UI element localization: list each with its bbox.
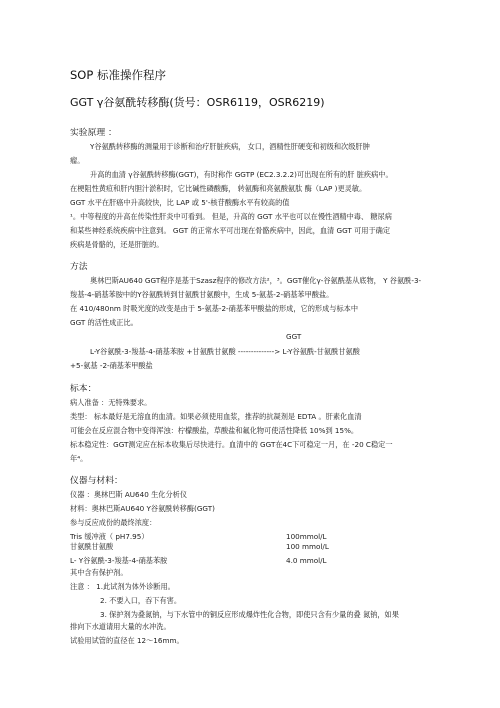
note-line: 注意 ： 1.此试剂为体外诊断用。 [70,582,175,591]
reagent-name: Tris 缓冲液（ pH7.95） [70,532,149,541]
instrument-line: 仪器 ：奥林巴斯 AU640 生化分析仪 [70,490,188,499]
reaction-product: +5-氨基 -2-硝基苯甲酸盐 [70,361,153,370]
method-line: 在 410/480nm 时吸光度的改变是由于 5-氨基-2-硝基苯甲酸盐的形成，它的形成与标本中 [70,304,359,313]
principle-line: Y谷氨酰转移酶的测量用于诊断和治疗肝脏疾病， 女口，酒精性肝硬变和初级和次级肝肿 [90,142,370,151]
method-line: GGT 的活性成正比。 [70,318,138,327]
doc-title: SOP 标准操作程序 [70,68,166,82]
principle-line: 在梗阻性黄疸和肝内胆汁淤积时，它比碱性磷酸酶， 转氨酶和亮氨酸氨肽 酶（LAP )更灵敏。 [70,184,367,193]
specimen-heading: 标本： [70,384,97,394]
note-line: 3. 保护剂为叠氮钠，与下水管中的铜反应形成爆炸性化合物，即使只含有少量的叠 氮钠，如果 [100,610,399,619]
reagent-name: 甘氨酰甘氨酸 [70,542,114,551]
doc-subtitle: GGT γ谷氨酰转移酶(货号：OSR6119，OSR6219) [70,96,325,109]
principle-line: 升高的血清 γ谷氨酰转移酶(GGT)，有时称作 GGTP (EC2.3.2.2)可出现在所有的肝 脏疾病中。 [90,170,393,179]
note-line: 2. 不要入口，吞下有害。 [100,596,182,605]
principle-heading: 实验原理 ： [70,128,117,138]
reagent-name: L- Y谷氨酰-3-羧基-4-硝基苯胺 [70,556,168,565]
instrument-heading: 仪器与材料： [70,476,123,486]
note-line: 排向下水道请用大量的水冲洗。 [70,622,171,631]
principle-line: 和某些神经系统疾病中注意到。 GGT 的正常水平可出现在骨骼疾病中，因此，血清 GGT 可用于确定 [70,226,391,235]
preservative-note: 其中含有保护剂。 [70,568,128,577]
specimen-line: 可能会在反应混合物中变得浑浊：柠檬酸盐，草酸盐和氟化物可使活性降低 10%到 15%。 [70,426,359,435]
specimen-line: 年⁴。 [70,454,88,463]
specimen-line: 标本稳定性：GGT测定应在标本收集后尽快进行。血清中的 GGT在4C下可稳定一月，在 -20 C稳定一 [70,440,393,449]
reaction-equation: L-Y谷氨酰-3-羧基-4-硝基苯胺 +甘氨酰甘氨酸 --------------> L-Y谷氨酰-甘氨酰甘氨酸 [90,347,360,356]
method-heading: 方法 [70,262,88,272]
reagent-conc: 4.0 mmol/L [286,556,327,565]
reagent-conc: 100mmol/L [286,532,327,541]
specimen-line: 类型： 标本最好是无溶血的血清。如果必须使用血浆，推荐的抗凝剂是 EDTA 。肝素化血清 [70,412,362,421]
principle-line: ¹。中等程度的升高在传染性肝炎中可看到。 但是，升高的 GGT 水平也可以在慢性酒精中毒、 糖尿病 [70,212,392,221]
instrument-line: 参与反应成份的最终浓度： [70,518,157,527]
reagent-conc: 100 mmol/L [286,542,329,551]
specimen-line: 病人准备 ：无特殊要求。 [70,398,152,407]
note-line: 试验用试管的直径在 12～16mm。 [70,636,184,645]
instrument-line: 材料：奥林巴斯AU640 Y谷氨酰转移酶(GGT) [70,504,215,513]
principle-line: GGT 水平在肝癌中升高较快，比 LAP 或 5'-核苷酸酶水平有较高的值 [70,198,290,207]
method-line: 羧基-4-硝基苯胺中的Y谷氨酰转到甘氨酰甘氨酸中，生成 5-氨基-2-硝基苯甲酸盐。 [70,290,334,299]
method-line: 奥林巴斯AU640 GGT程序是基于Szasz程序的修改方法²，³。GGT催化γ-谷氨酰基从底物， Y 谷氨酰-3- [90,276,422,285]
principle-line: 疾病是骨骼的，还是肝脏的。 [70,240,164,249]
reaction-catalyst: GGT [286,332,302,341]
principle-line: 瘤。 [70,156,85,165]
